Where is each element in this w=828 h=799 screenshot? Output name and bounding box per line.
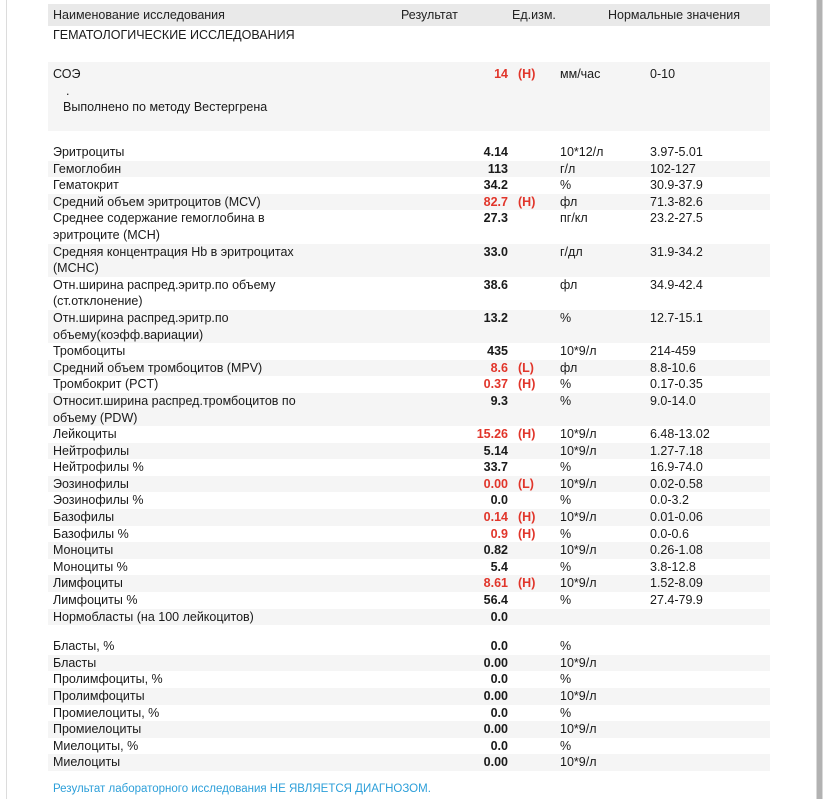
- table-row: [48, 177, 770, 194]
- test-normal-range: [644, 688, 770, 705]
- test-result: 13.2: [483, 310, 508, 325]
- test-normal-range: 0.01-0.06: [650, 510, 703, 525]
- result-flag: [508, 592, 554, 609]
- test-result: 0.0: [490, 705, 508, 720]
- test-unit: %: [560, 526, 572, 541]
- test-normal-range: 0.0-0.6: [650, 526, 689, 541]
- table-row: [48, 575, 770, 592]
- test-normal-range: 23.2-27.5: [650, 211, 703, 226]
- result-flag: [508, 161, 554, 178]
- test-normal-range: 1.27-7.18: [650, 443, 703, 458]
- table-row: [48, 360, 770, 377]
- test-unit: 10*9/л: [560, 427, 597, 442]
- test-result: 0.0: [490, 639, 508, 654]
- section-title: ГЕМАТОЛОГИЧЕСКИЕ ИССЛЕДОВАНИЯ: [53, 28, 295, 42]
- test-unit: 10*9/л: [560, 576, 597, 591]
- test-normal-range: 34.9-42.4: [650, 277, 703, 292]
- test-name: Моноциты %: [53, 559, 128, 574]
- test-normal-range: [644, 671, 770, 688]
- result-flag: [508, 310, 554, 343]
- test-result: 0.0: [490, 493, 508, 508]
- table-row: [48, 459, 770, 476]
- table-row: [48, 161, 770, 178]
- test-result: 82.7: [483, 194, 508, 209]
- test-unit: 10*9/л: [560, 476, 597, 491]
- table-row: [48, 426, 770, 443]
- column-header-unit: Ед.изм.: [512, 8, 556, 22]
- table-row: [48, 638, 770, 655]
- test-normal-range: 71.3-82.6: [650, 194, 703, 209]
- test-normal-range: 8.8-10.6: [650, 360, 696, 375]
- test-name: Бласты, %: [53, 639, 115, 654]
- table-row: [48, 244, 770, 277]
- table-row: [48, 393, 770, 426]
- test-name: Относит.ширина распред.тромбоцитов по объему (PDW): [53, 393, 296, 425]
- result-flag: [508, 655, 554, 672]
- test-unit: 10*9/л: [560, 443, 597, 458]
- table-header-row: [48, 4, 770, 26]
- column-header-result: Результат: [401, 8, 458, 22]
- result-flag: [508, 443, 554, 460]
- table-row: [48, 705, 770, 722]
- test-result: 0.00: [483, 755, 508, 770]
- test-unit: [554, 609, 644, 626]
- result-flag: (H): [518, 510, 536, 525]
- test-name: Средний объем тромбоцитов (MPV): [53, 360, 263, 375]
- test-result: 14: [494, 67, 508, 81]
- test-result: 33.7: [483, 460, 508, 475]
- test-unit: %: [560, 672, 572, 687]
- vertical-scrollbar[interactable]: [816, 0, 823, 799]
- test-name: Промиелоциты, %: [53, 705, 160, 720]
- test-unit: %: [560, 310, 572, 325]
- test-result: 0.0: [490, 672, 508, 687]
- table-row: [48, 194, 770, 211]
- table-row: [48, 310, 770, 343]
- lab-report: [48, 4, 770, 795]
- test-normal-range: 3.97-5.01: [650, 145, 703, 159]
- test-result: 9.3: [490, 393, 508, 408]
- test-unit: мм/час: [560, 67, 601, 81]
- result-flag: (H): [518, 67, 536, 81]
- test-unit: %: [560, 493, 572, 508]
- test-result: 33.0: [483, 244, 508, 259]
- table-row: [48, 592, 770, 609]
- test-result: 15.26: [476, 427, 508, 442]
- test-normal-range: 6.48-13.02: [650, 427, 710, 442]
- result-flag: [508, 638, 554, 655]
- test-normal-range: 12.7-15.1: [650, 310, 703, 325]
- test-normal-range: 1.52-8.09: [650, 576, 703, 591]
- test-result: 0.00: [483, 722, 508, 737]
- test-normal-range: [644, 721, 770, 738]
- result-flag: (L): [518, 360, 534, 375]
- test-normal-range: [644, 754, 770, 771]
- table-row: [48, 754, 770, 771]
- test-result: 0.0: [490, 738, 508, 753]
- table-row: [48, 509, 770, 526]
- test-name: Миелоциты, %: [53, 738, 139, 753]
- test-unit: г/л: [560, 161, 576, 176]
- results-group-main: [48, 144, 770, 625]
- test-name: Пролимфоциты, %: [53, 672, 163, 687]
- table-row: [48, 738, 770, 755]
- test-normal-range: 27.4-79.9: [650, 593, 703, 608]
- test-name: Лимфоциты %: [53, 593, 138, 608]
- result-flag: [508, 459, 554, 476]
- test-normal-range: 16.9-74.0: [650, 460, 703, 475]
- test-unit: фл: [560, 277, 578, 292]
- test-name: Отн.ширина распред.эритр.по объему(коэфф.вариации): [53, 310, 229, 342]
- test-name: СОЭ: [53, 67, 81, 81]
- test-name: Гематокрит: [53, 178, 119, 193]
- results-group-extra: [48, 638, 770, 771]
- test-unit: 10*9/л: [560, 722, 597, 737]
- result-flag: [508, 244, 554, 277]
- test-result: 0.37: [483, 377, 508, 392]
- test-result: 0.00: [483, 689, 508, 703]
- result-flag: [508, 609, 554, 626]
- result-flag: [508, 738, 554, 755]
- test-unit: фл: [560, 360, 578, 375]
- result-flag: (H): [518, 427, 536, 442]
- test-name: Тромбоциты: [53, 344, 126, 359]
- test-unit: пг/кл: [560, 211, 588, 226]
- test-name: Нейтрофилы %: [53, 460, 144, 475]
- table-row: [48, 443, 770, 460]
- test-unit: 10*12/л: [560, 145, 604, 159]
- test-name: Миелоциты: [53, 755, 121, 770]
- test-result: 4.14: [483, 145, 508, 159]
- soe-result-block: [48, 62, 770, 131]
- test-unit: %: [560, 559, 572, 574]
- result-flag: [508, 559, 554, 576]
- test-name: Средний объем эритроцитов (MCV): [53, 194, 261, 209]
- test-name: Средняя концентрация Hb в эритроцитах (MCHC): [53, 244, 294, 276]
- table-row: [48, 492, 770, 509]
- test-name: Промиелоциты: [53, 722, 142, 737]
- test-result: 8.6: [490, 360, 508, 375]
- disclaimer-text: Результат лабораторного исследования НЕ ЯВЛЯЕТСЯ ДИАГНОЗОМ.: [53, 782, 431, 795]
- test-unit: %: [560, 377, 572, 392]
- test-name: Эритроциты: [53, 145, 125, 159]
- test-result: 113: [487, 161, 508, 176]
- test-result: 0.14: [483, 510, 508, 525]
- test-name: Нормобласты (на 100 лейкоцитов): [53, 609, 254, 624]
- test-name: Эозинофилы: [53, 476, 129, 491]
- test-name: Базофилы %: [53, 526, 129, 541]
- table-row: [48, 721, 770, 738]
- table-row: [48, 277, 770, 310]
- test-name: Эозинофилы %: [53, 493, 144, 508]
- table-row: [48, 655, 770, 672]
- table-row: [48, 542, 770, 559]
- table-row: [48, 144, 770, 161]
- result-flag: [508, 671, 554, 688]
- table-row: [48, 343, 770, 360]
- table-row: [48, 688, 770, 705]
- test-unit: %: [560, 178, 572, 193]
- test-normal-range: 0.17-0.35: [650, 377, 703, 392]
- test-name: Среднее содержание гемоглобина в эритроците (MCH): [53, 211, 265, 242]
- column-header-normal: Нормальные значения: [608, 8, 741, 22]
- result-flag: [508, 393, 554, 426]
- test-result: 5.14: [483, 443, 508, 458]
- test-normal-range: 0.26-1.08: [650, 543, 703, 558]
- result-flag: [508, 277, 554, 310]
- test-result: 0.9: [490, 526, 508, 541]
- test-result: 34.2: [483, 178, 508, 193]
- window-left-border: [6, 0, 7, 799]
- result-flag: (H): [518, 576, 536, 591]
- test-normal-range: 102-127: [650, 161, 696, 176]
- test-name: Тромбокрит (PCT): [53, 377, 159, 392]
- test-normal-range: 31.9-34.2: [650, 244, 703, 259]
- test-name: Моноциты: [53, 543, 114, 558]
- test-normal-range: [644, 738, 770, 755]
- test-normal-range: [644, 638, 770, 655]
- test-result: 8.61: [483, 576, 508, 591]
- test-unit: 10*9/л: [560, 689, 597, 703]
- test-unit: %: [560, 593, 572, 608]
- result-flag: [508, 688, 554, 705]
- table-row: [48, 210, 770, 243]
- result-flag: [508, 542, 554, 559]
- test-unit: %: [560, 639, 572, 654]
- test-unit: %: [560, 705, 572, 720]
- test-normal-range: 30.9-37.9: [650, 178, 703, 193]
- test-result: 27.3: [483, 211, 508, 226]
- test-unit: 10*9/л: [560, 510, 597, 525]
- test-normal-range: 0-10: [650, 67, 676, 81]
- test-name: Базофилы: [53, 510, 115, 525]
- test-normal-range: 0.0-3.2: [650, 493, 689, 508]
- soe-method-note: Выполнено по методу Вестергрена: [63, 100, 268, 114]
- table-row: [48, 671, 770, 688]
- result-flag: [508, 177, 554, 194]
- result-flag: (H): [518, 526, 536, 541]
- test-name: Отн.ширина распред.эритр.по объему (ст.отклонение): [53, 277, 276, 309]
- test-normal-range: 3.8-12.8: [650, 559, 696, 574]
- test-unit: г/дл: [560, 244, 583, 259]
- result-flag: (H): [518, 377, 536, 392]
- test-result: 0.82: [483, 543, 508, 558]
- test-result: 435: [487, 344, 508, 359]
- result-flag: [508, 144, 554, 161]
- test-unit: %: [560, 738, 572, 753]
- soe-note-dot: .: [66, 84, 70, 98]
- test-unit: 10*9/л: [560, 543, 597, 558]
- test-unit: 10*9/л: [560, 655, 597, 670]
- result-flag: [508, 705, 554, 722]
- test-name: Нейтрофилы: [53, 443, 130, 458]
- test-name: Пролимфоциты: [53, 689, 145, 703]
- test-result: 0.00: [483, 476, 508, 491]
- test-normal-range: [644, 655, 770, 672]
- test-result: 0.00: [483, 655, 508, 670]
- test-normal-range: 0.02-0.58: [650, 476, 703, 491]
- result-flag: [508, 492, 554, 509]
- test-normal-range: 9.0-14.0: [650, 393, 696, 408]
- test-name: Бласты: [53, 655, 97, 670]
- result-flag: (H): [518, 194, 536, 209]
- test-result: 0.0: [490, 609, 508, 624]
- test-name: Лимфоциты: [53, 576, 123, 591]
- test-unit: 10*9/л: [560, 755, 597, 770]
- test-result: 5.4: [490, 559, 508, 574]
- test-unit: фл: [560, 194, 578, 209]
- result-flag: [508, 343, 554, 360]
- test-normal-range: [644, 705, 770, 722]
- column-header-name: Наименование исследования: [53, 8, 225, 22]
- test-name: Лейкоциты: [53, 427, 117, 442]
- result-flag: [508, 721, 554, 738]
- table-row: [48, 609, 770, 626]
- test-result: 38.6: [483, 277, 508, 292]
- table-row: [48, 526, 770, 543]
- test-normal-range: 214-459: [650, 344, 696, 359]
- result-flag: [508, 754, 554, 771]
- test-unit: 10*9/л: [560, 344, 597, 359]
- test-unit: %: [560, 393, 572, 408]
- table-row: [48, 64, 770, 84]
- result-flag: [508, 210, 554, 243]
- table-row: [48, 376, 770, 393]
- test-result: 56.4: [483, 593, 508, 608]
- test-name: Гемоглобин: [53, 161, 122, 176]
- result-flag: (L): [518, 476, 534, 491]
- test-unit: %: [560, 460, 572, 475]
- test-normal-range: [644, 609, 770, 626]
- table-row: [48, 476, 770, 493]
- table-row: [48, 559, 770, 576]
